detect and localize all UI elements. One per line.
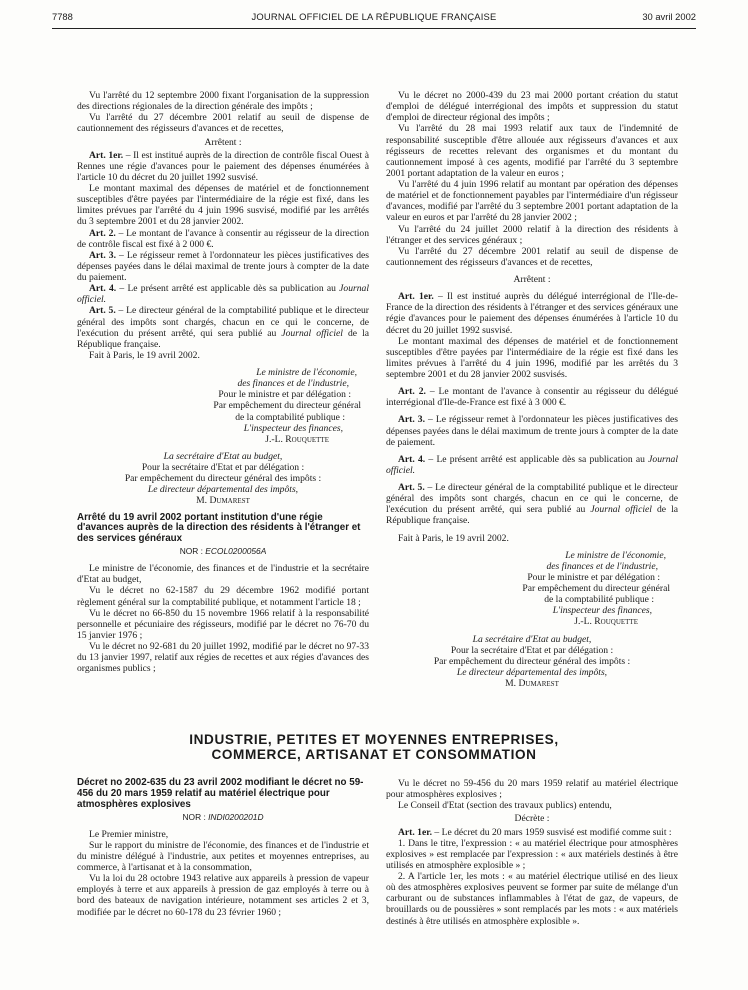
- signature-block: La secrétaire d'Etat au budget, Pour la secrétaire d'Etat et par délégation : Par empêchement du directeur général des impôts : Le directeur départemental des impôts, M. Dumarest: [77, 451, 369, 507]
- signatory-name: J.-L. Rouquette: [265, 433, 329, 445]
- paragraph: Le montant maximal des dépenses de matériel et de fonctionnement susceptibles d'être payées par l'intermédiaire de la régie est fixé dans les limites prévues à l'arrêté du 4 juin 1996, modifié par les arrêtés du 3 septembre 2001 et du 28 janvier 2002 susvisés.: [386, 335, 678, 380]
- paragraph: Vu l'arrêté du 12 septembre 2000 fixant l'organisation de la suppression des directions régionales de la direction générale des impôts ;: [77, 90, 369, 113]
- paragraph: 2. A l'article 1er, les mots : « au matériel électrique utilisé en des lieux où des atmosphères explosives peuvent se former par suite de mélange d'un carburant ou de substances inflammables à l'état de gaz, de vapeurs, de brouillards ou de poussières » sont remplacés par les mots : « aux matériels destinés à être utilisés en atmosphère explosible ».: [386, 871, 678, 927]
- column-right-top: [386, 90, 678, 689]
- article-5: Art. 5. – Le directeur général de la comptabilité publique et le directeur général des impôts sont chargés, chacun en ce qui le concerne, de l'exécution du présent arrêté, qui sera publié au Journal officiel de la République française.: [77, 305, 370, 350]
- paragraph: Le montant maximal des dépenses de matériel et de fonctionnement susceptibles d'être payées par l'intermédiaire de la régie est fixé, dans les limites prévues par l'arrêté du 4 juin 1996 susvisé, modifié par les arrêtés du 3 septembre 2001 et du 28 janvier 2002.: [77, 183, 369, 228]
- column-left-bottom: [77, 778, 369, 918]
- paragraph: Vu le décret no 66-850 du 15 novembre 1966 relatif à la responsabilité personnelle et pécuniaire des régisseurs, modifié par le décret no 76-70 du 15 janvier 1976 ;: [77, 607, 369, 641]
- paragraph: Sur le rapport du ministre de l'économie, des finances et de l'industrie et du ministre délégué à l'industrie, aux petites et moyennes entreprises, au commerce, à l'artisanat et à la consommation,: [77, 839, 369, 874]
- nor-reference: NOR : INDI0200201D: [182, 811, 264, 822]
- paragraph: Vu le décret no 59-456 du 20 mars 1959 relatif au matériel électrique pour atmosphères explosives ;: [386, 778, 678, 801]
- paragraph: Le Conseil d'Etat (section des travaux publics) entendu,: [398, 800, 612, 812]
- paragraph: Vu le décret no 2000-439 du 23 mai 2000 portant création du statut d'emploi de délégué interrégional des impôts et suppression du statut d'emploi de directeur régional des impôts ;: [386, 90, 678, 124]
- paragraph: Vu l'arrêté du 4 juin 1996 relatif au montant par opération des dépenses de matériel et de fonctionnement payables par l'intermédiaire d'un régisseur d'avances, modifié par l'arrêté du 3 septembre 2001 portant adaptation de la valeur en euros et par l'arrêté du 28 janvier 2002 ;: [386, 179, 678, 224]
- page-header: [52, 12, 696, 26]
- journal-title: JOURNAL OFFICIEL DE LA RÉPUBLIQUE FRANÇAISE: [251, 11, 497, 22]
- article-1: Art. 1er. – Il est institué auprès de la direction de contrôle fiscal Ouest à Rennes une régie d'avances pour le paiement des dépenses énumérées à l'article 10 du décret du 20 juillet 1992 susvisé.: [77, 149, 369, 183]
- signing-date: Fait à Paris, le 19 avril 2002.: [89, 349, 200, 361]
- paragraph: 1. Dans le titre, l'expression : « au matériel électrique pour atmosphères explosives » est remplacée par l'expression : « aux matériels destinés à être utilisés en atmosphère explosible » ;: [386, 837, 678, 871]
- signature-block: Le ministre de l'économie, des finances et de l'industrie, Pour le ministre et par délégation : Par empêchement du directeur général de la comptabilité publique : L'inspecteur des finances, J.-L. Rouquette: [386, 550, 678, 628]
- article-4: Art. 4. – Le présent arrêté est applicable dès sa publication au Journal officiel.: [386, 453, 679, 476]
- nor-reference: NOR : ECOL0200056A: [179, 546, 267, 557]
- arrete-heading: Arrêtent :: [204, 136, 242, 148]
- arrete-heading: Arrêtent :: [513, 274, 551, 285]
- paragraph: Vu la loi du 28 octobre 1943 relative aux appareils à pression de vapeur employés à terre et aux appareils à pression de gaz employés à terre ou à bord des bateaux de navigation intérieure, notamment ses articles 2 et 3, modifiée par le décret no 60-178 du 23 février 1960 ;: [77, 873, 369, 918]
- paragraph: Le Premier ministre,: [89, 828, 169, 840]
- section-heading: INDUSTRIE, PETITES ET MOYENNES ENTREPRISES, COMMERCE, ARTISANAT ET CONSOMMATION: [189, 732, 559, 763]
- signing-date: Fait à Paris, le 19 avril 2002.: [398, 532, 509, 544]
- article-1: Art. 1er. – Le décret du 20 mars 1959 susvisé est modifié comme suit :: [398, 826, 672, 838]
- paragraph: Le ministre de l'économie, des finances et de l'industrie et la secrétaire d'Etat au budget,: [77, 563, 369, 586]
- article-2: Art. 2. – Le montant de l'avance à consentir au régisseur de la direction de contrôle fiscal est fixé à 2 000 €.: [77, 227, 370, 250]
- signatory-name: J.-L. Rouquette: [574, 616, 638, 628]
- issue-date: 30 avril 2002: [642, 11, 696, 22]
- paragraph: Vu l'arrêté du 27 décembre 2001 relatif au seuil de dispense de cautionnement des régisseurs d'avances et de recettes,: [386, 245, 678, 268]
- article-5: Art. 5. – Le directeur général de la comptabilité publique et le directeur général des impôts sont chargés, chacun en ce qui le concerne, de l'exécution du présent arrêté, qui sera publié au Journal officiel de la République française.: [386, 482, 679, 527]
- article-2: Art. 2. – Le montant de l'avance à consentir au régisseur du délégué interrégional d'Ile-de-France est fixé à 3 000 €.: [386, 386, 679, 409]
- paragraph: Vu l'arrêté du 27 décembre 2001 relatif au seuil de dispense de cautionnement des régisseurs d'avances et de recettes,: [77, 112, 369, 135]
- paragraph: Vu le décret no 92-681 du 20 juillet 1992, modifié par le décret no 97-33 du 13 janvier 1997, relatif aux régies de recettes et aux régies d'avances des organismes publics ;: [77, 641, 369, 675]
- article-4: Art. 4. – Le présent arrêté est applicable dès sa publication au Journal officiel.: [77, 283, 370, 306]
- page-number: 7788: [52, 11, 73, 22]
- signatory-name: M. Dumarest: [505, 678, 559, 689]
- decree-title: Décret no 2002-635 du 23 avril 2002 modifiant le décret no 59-456 du 20 mars 1959 relatif au matériel électrique pour atmosphères explosives: [77, 777, 364, 810]
- header-rule: [52, 28, 696, 29]
- article-3: Art. 3. – Le régisseur remet à l'ordonnateur les pièces justificatives des dépenses payées dans le délai maximal de trente jours à compter de la date du paiement.: [77, 249, 369, 283]
- paragraph: Vu l'arrêté du 24 juillet 2000 relatif à la direction des résidents à l'étranger et des services généraux ;: [386, 223, 678, 246]
- paragraph: Vu l'arrêté du 28 mai 1993 relatif aux taux de l'indemnité de responsabilité susceptible d'être allouée aux régisseurs d'avances et aux régisseurs de recettes relevant des organismes et du montant du cautionnement imposé à ces agents, modifié par l'arrêté du 3 septembre 2001 portant adaptation de la valeur en euros ;: [386, 123, 678, 179]
- column-right-bottom: [386, 778, 678, 927]
- signatory-name: M. Dumarest: [196, 495, 250, 507]
- signature-block: Le ministre de l'économie, des finances et de l'industrie, Pour le ministre et par délégation : Par empêchement du directeur général de la comptabilité publique : L'inspecteur des finances, J.-L. Rouquette: [77, 367, 369, 445]
- decrete-heading: Décrète :: [514, 813, 550, 825]
- signature-block: La secrétaire d'Etat au budget, Pour la secrétaire d'Etat et par délégation : Par empêchement du directeur général des impôts : Le directeur départemental des impôts, M. Dumarest: [386, 634, 678, 690]
- article-3: Art. 3. – Le régisseur remet à l'ordonnateur les pièces justificatives des dépenses payées dans le délai maximum de trente jours à compter de la date de paiement.: [386, 414, 678, 448]
- column-left-top: [77, 90, 369, 674]
- paragraph: Vu le décret no 62-1587 du 29 décembre 1962 modifié portant règlement général sur la comptabilité publique, et notamment l'article 18 ;: [77, 585, 369, 608]
- article-1: Art. 1er. – Il est institué auprès du délégué interrégional de l'Ile-de-France de la direction des résidents à l'étranger et des services généraux une régie d'avances pour le paiement des dépenses énumérées à l'article 10 du décret du 20 juillet 1992 susvisé.: [386, 291, 678, 336]
- arrete-title: Arrêté du 19 avril 2002 portant institution d'une régie d'avances auprès de la direction des résidents à l'étranger et des services généraux: [77, 511, 361, 545]
